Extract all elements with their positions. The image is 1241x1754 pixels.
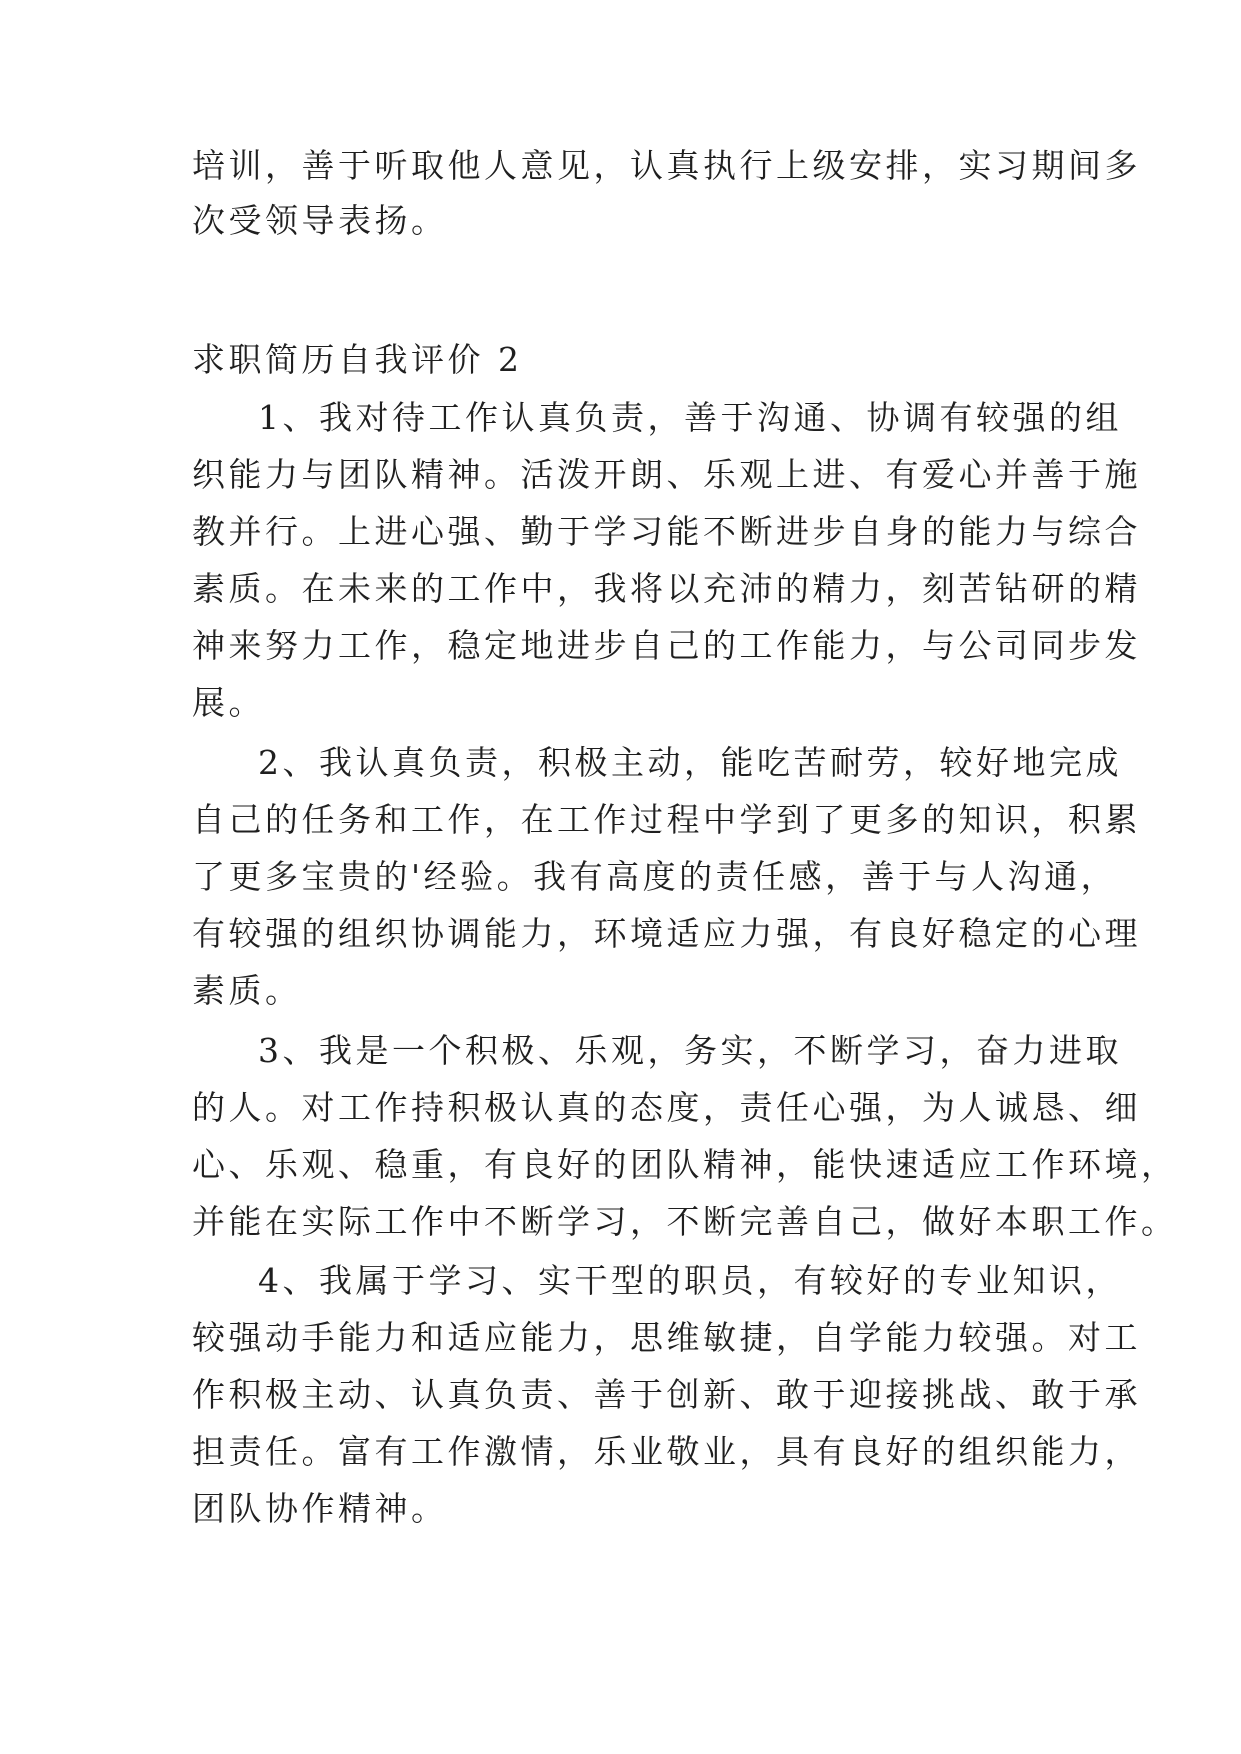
paragraph-1-line: 1、我对待工作认真负责，善于沟通、协调有较强的组: [258, 398, 1122, 437]
paragraph-1-line: 展。: [192, 683, 265, 722]
paragraph-1-line: 素质。在未来的工作中，我将以充沛的精力，刻苦钻研的精: [192, 569, 1141, 608]
paragraph-4-line: 担责任。富有工作激情，乐业敬业，具有良好的组织能力，: [192, 1432, 1141, 1471]
paragraph-1-line: 教并行。上进心强、勤于学习能不断进步自身的能力与综合: [192, 512, 1141, 551]
paragraph-1-line: 织能力与团队精神。活泼开朗、乐观上进、有爱心并善于施: [192, 455, 1141, 494]
paragraph-3-line: 心、乐观、稳重，有良好的团队精神，能快速适应工作环境，: [192, 1145, 1178, 1184]
paragraph-4-line: 较强动手能力和适应能力，思维敏捷，自学能力较强。对工: [192, 1318, 1141, 1357]
section-title: 求职简历自我评价 2: [192, 340, 523, 379]
paragraph-2-line: 有较强的组织协调能力，环境适应力强，有良好稳定的心理: [192, 914, 1141, 953]
paragraph-3-line: 3、我是一个积极、乐观，务实，不断学习，奋力进取: [258, 1031, 1122, 1070]
intro-line: 培训，善于听取他人意见，认真执行上级安排，实习期间多: [192, 146, 1141, 185]
paragraph-2-line: 自己的任务和工作，在工作过程中学到了更多的知识，积累: [192, 800, 1141, 839]
intro-line: 次受领导表扬。: [192, 201, 448, 240]
paragraph-2-line: 2、我认真负责，积极主动，能吃苦耐劳，较好地完成: [258, 743, 1122, 782]
paragraph-3-line: 的人。对工作持积极认真的态度，责任心强，为人诚恳、细: [192, 1088, 1141, 1127]
paragraph-4-line: 作积极主动、认真负责、善于创新、敢于迎接挑战、敢于承: [192, 1375, 1141, 1414]
paragraph-1-line: 神来努力工作，稳定地进步自己的工作能力，与公司同步发: [192, 626, 1141, 665]
paragraph-4-line: 团队协作精神。: [192, 1489, 448, 1528]
paragraph-3-line: 并能在实际工作中不断学习，不断完善自己，做好本职工作。: [192, 1202, 1178, 1241]
paragraph-2-line: 了更多宝贵的'经验。我有高度的责任感，善于与人沟通，: [192, 857, 1118, 896]
paragraph-2-line: 素质。: [192, 971, 302, 1010]
paragraph-4-line: 4、我属于学习、实干型的职员，有较好的专业知识，: [258, 1261, 1122, 1300]
